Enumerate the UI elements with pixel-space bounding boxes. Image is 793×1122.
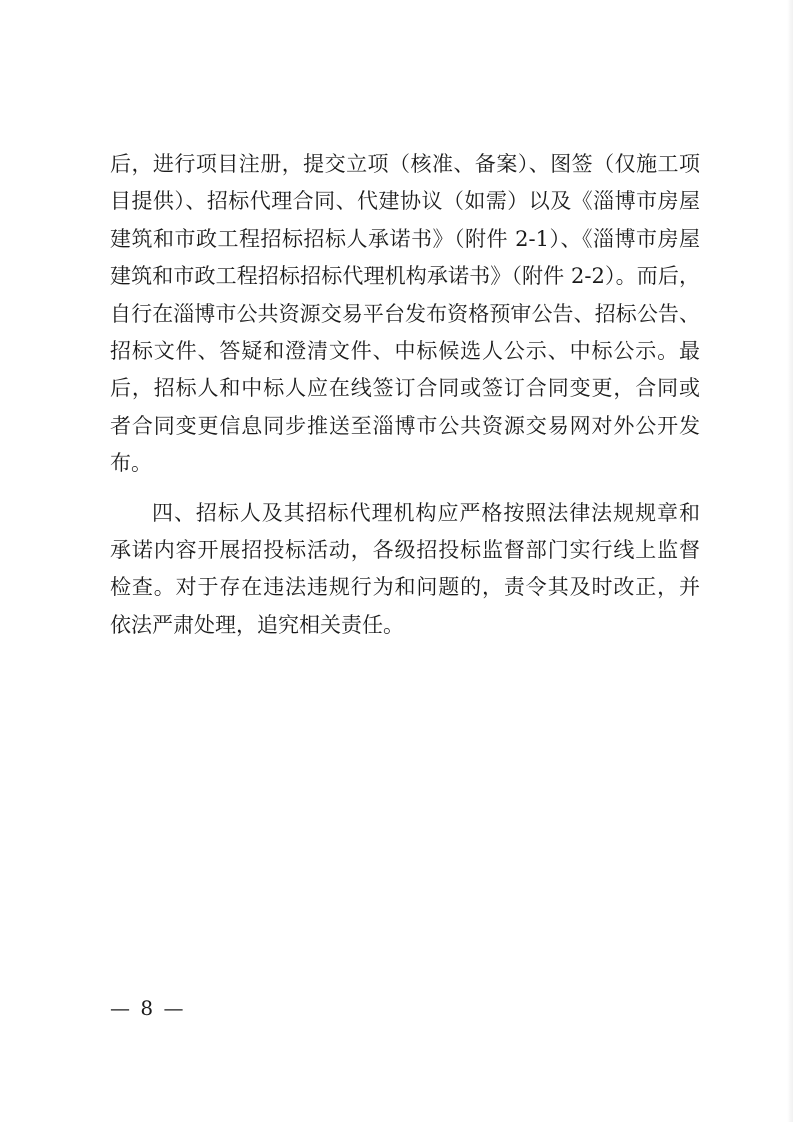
- page-number: — 8 —: [110, 996, 186, 1020]
- text-line: 承诺内容开展招投标活动，各级招投标监督部门实行线上监督: [110, 537, 700, 562]
- text-line: 后，招标人和中标人应在线签订合同或签订合同变更，合同或: [110, 376, 700, 401]
- text-line: 布。: [110, 451, 152, 476]
- text-line: 目提供）、招标代理合同、代建协议（如需）以及《淄博市房屋: [110, 189, 700, 214]
- text-line: 四、招标人及其招标代理机构应严格按照法律法规规章和: [152, 500, 700, 525]
- scan-edge-shadow: [787, 0, 793, 1122]
- text-line: 自行在淄博市公共资源交易平台发布资格预审公告、招标公告、: [110, 301, 700, 326]
- paragraph-continuation: [110, 146, 700, 483]
- text-line: 者合同变更信息同步推送至淄博市公共资源交易网对外公开发: [110, 413, 700, 438]
- paragraph-gap: [110, 483, 700, 495]
- document-body: [110, 146, 700, 644]
- text-line: 建筑和市政工程招标招标人承诺书》（附件 2-1）、《淄博市房屋: [110, 226, 700, 251]
- text-line: 依法严肃处理，追究相关责任。: [110, 612, 404, 637]
- text-line: 后，进行项目注册，提交立项（核准、备案）、图签（仅施工项: [110, 152, 700, 176]
- text-line: 建筑和市政工程招标招标代理机构承诺书》（附件 2-2）。而后，: [110, 264, 700, 289]
- text-line: 招标文件、答疑和澄清文件、中标候选人公示、中标公示。最: [110, 338, 700, 363]
- text-line: 检查。对于存在违法违规行为和问题的，责令其及时改正，并: [110, 575, 700, 600]
- paragraph-section-four: [110, 495, 700, 645]
